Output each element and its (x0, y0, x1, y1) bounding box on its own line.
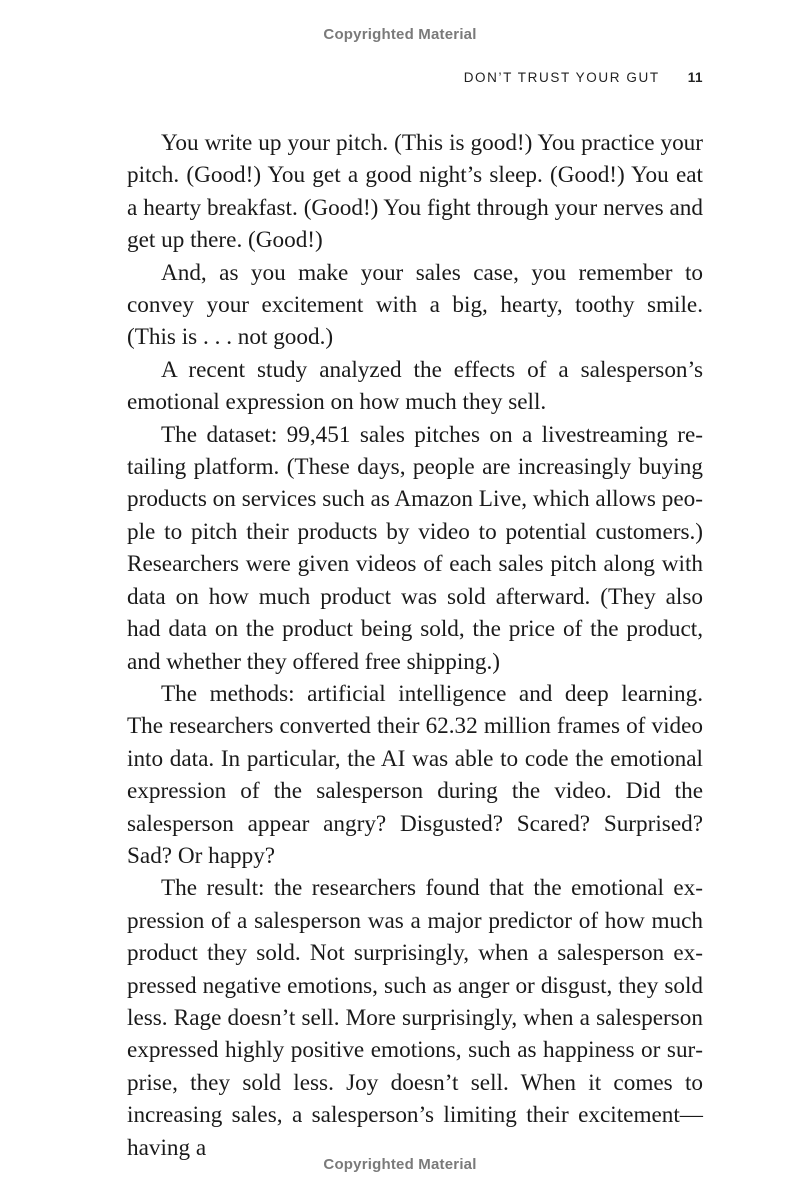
copyright-watermark-bottom: Copyrighted Material (323, 1156, 477, 1173)
paragraph-5: The methods: artificial intelligence and deep learning. The researchers converted their 62.32 million frames of video into data. In particular, the AI was able to code the emotional expression of the salesperson during the video. Did the salesperson appear angry? Disgusted? Scared? Surprised? Sad? Or happy? (127, 680, 703, 869)
paragraph-1: You write up your pitch. (This is good!) You practice your pitch. (Good!) You get a good night’s sleep. (Good!) You eat a hearty breakfast. (Good!) You fight through your nerves and get up there. (Good!) (127, 130, 703, 254)
paragraph-2: And, as you make your sales case, you remember to convey your excitement with a big, hearty, toothy smile. (This is . . . not good.) (127, 259, 703, 351)
page-number: 11 (687, 70, 703, 85)
paragraph-4: The dataset: 99,451 sales pitches on a livestreaming retailing platform. (These days, people are increasingly buying products on services such as Amazon Live, which allows people to pitch their products by video to potential customers.) Researchers were given videos of each sales pitch along with data on how much product was sold afterward. (They also had data on the product being sold, the price of the product, and whether they offered free shipping.) (127, 421, 703, 675)
copyright-watermark-top: Copyrighted Material (323, 26, 477, 43)
paragraph-6: The result: the researchers found that the emotional expression of a salesperson was a major predictor of how much product they sold. Not surprisingly, when a salesperson expressed negative emotions, such as anger or disgust, they sold less. Rage doesn’t sell. More surprisingly, when a salesperson expressed highly positive emotions, such as happiness or surprise, they sold less. Joy doesn’t sell. When it comes to increasing sales, a salesperson’s limiting their excitement—having a (127, 875, 703, 1161)
body-text (127, 127, 703, 1164)
running-title: DON’T TRUST YOUR GUT (463, 70, 660, 85)
running-header (464, 70, 703, 85)
paragraph-3: A recent study analyzed the effects of a salesperson’s emotional expression on how much they sell. (127, 356, 703, 416)
